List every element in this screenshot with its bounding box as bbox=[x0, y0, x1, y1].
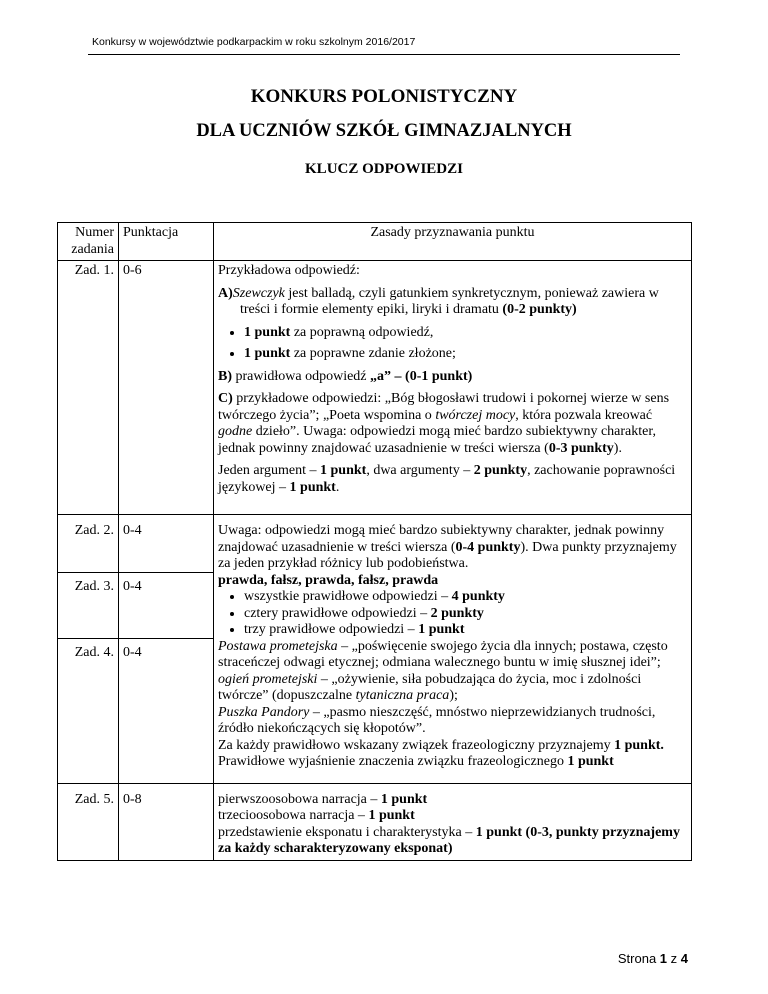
list-item: • wszystkie prawidłowe odpowiedzi – 4 punkty bbox=[244, 589, 687, 606]
table-row bbox=[58, 573, 692, 639]
page-footer: Strona 1 z 4 bbox=[617, 951, 688, 966]
table-row bbox=[58, 783, 692, 860]
task-rules bbox=[214, 639, 692, 784]
page-subtitle: DLA UCZNIÓW SZKÓŁ GIMNAZJALNYCH bbox=[196, 121, 572, 141]
z4-line: Puszka Pandory – „pasmo nieszczęść, mnóstwo nieprzewidzianych trudności, źródło niekończących się kłopotów”. bbox=[218, 704, 656, 736]
task-number: Zad. 4. bbox=[58, 639, 119, 784]
list-item: • cztery prawidłowe odpowiedzi – 2 punkty bbox=[244, 606, 687, 623]
task-number: Zad. 2. bbox=[58, 515, 119, 573]
task-rules bbox=[214, 515, 692, 573]
task-points: 0-8 bbox=[119, 783, 214, 860]
task-number: Zad. 5. bbox=[58, 783, 119, 860]
table-header-row bbox=[58, 223, 692, 261]
z4-line: Prawidłowe wyjaśnienie znaczenia związku frazeologicznego 1 punkt bbox=[218, 754, 614, 769]
task-rules bbox=[214, 261, 692, 515]
header-divider bbox=[88, 54, 680, 55]
table-row bbox=[58, 515, 692, 573]
table-row bbox=[58, 261, 692, 515]
z4-line: Postawa prometejska – „poświęcenie swojego życia dla innych; postawa, często straceńczej odwagi etycznej; odmiana walecznego buntu w imię słusznej idei”; bbox=[218, 638, 668, 670]
z4-line: ogień prometejski – „ożywienie, siła pobudzająca do życia, moc i zdolności twórcze” (dopuszczalne tytaniczna praca); bbox=[218, 671, 642, 703]
task-number: Zad. 1. bbox=[58, 261, 119, 515]
z3-answer: prawda, fałsz, prawda, fałsz, prawda bbox=[218, 572, 439, 588]
z1-intro: Przykładowa odpowiedź: bbox=[218, 263, 360, 278]
task-points: 0-4 bbox=[119, 639, 214, 784]
section-title: KLUCZ ODPOWIEDZI bbox=[305, 161, 463, 177]
list-item: • trzy prawidłowe odpowiedzi – 1 punkt bbox=[244, 622, 687, 639]
task-points: 0-4 bbox=[119, 515, 214, 573]
task-points: 0-6 bbox=[119, 261, 214, 515]
list-item: • 1 punkt za poprawne zdanie złożone; bbox=[244, 346, 687, 363]
list-item: • 1 punkt za poprawną odpowiedź, bbox=[244, 325, 687, 342]
task-rules bbox=[214, 783, 692, 860]
z1-part-c: C) przykładowe odpowiedzi: „Bóg błogosławi trudowi i pokornej wierze w sens twórczego życia”; „Poeta wspomina o twórczej mocy, która pozwala kreować godne dzieło”. Uwaga: odpowiedzi mogą mieć bardzo subiektywny charakter, jednak powinny znajdować uzasadnienie w treści wiersza (0-3 punkty). bbox=[218, 391, 670, 456]
z4-line: Za każdy prawidłowo wskazany związek frazeologiczny przyznajemy 1 punkt. bbox=[218, 737, 664, 753]
page-title: KONKURS POLONISTYCZNY bbox=[250, 86, 518, 107]
z5-line: przedstawienie eksponatu i charakterystyka – 1 punkt (0-3, punkty przyznajemy za każdy scharakteryzowany eksponat) bbox=[218, 824, 680, 856]
task-points: 0-4 bbox=[119, 573, 214, 639]
z5-line: pierwszoosobowa narracja – 1 punkt bbox=[218, 791, 428, 807]
task-rules bbox=[214, 573, 692, 639]
z3-criteria-list bbox=[218, 589, 687, 639]
header-number: Numer zadania bbox=[58, 223, 119, 261]
table-row bbox=[58, 639, 692, 784]
answer-key-table bbox=[57, 222, 692, 861]
z5-line: trzecioosobowa narracja – 1 punkt bbox=[218, 808, 415, 823]
z1-scoring: Jeden argument – 1 punkt, dwa argumenty – 2 punkty, zachowanie poprawności językowej – 1 punkt. bbox=[218, 463, 676, 495]
z2-text: Uwaga: odpowiedzi mogą mieć bardzo subiektywny charakter, jednak powinny znajdować uzasadnienie w treści wiersza (0-4 punkty). Dwa punkty przyznajemy za jeden przykład różnicy lub podobieństwa. bbox=[218, 523, 677, 571]
header-points: Punktacja bbox=[119, 223, 214, 261]
task-number: Zad. 3. bbox=[58, 573, 119, 639]
z1-part-b: B) prawidłowa odpowiedź „a” – (0-1 punkt) bbox=[218, 368, 473, 384]
z1-part-a: A)Szewczyk jest balladą, czyli gatunkiem synkretycznym, ponieważ zawiera w treści i formie elementy epiki, liryki i dramatu (0-2 punkty) bbox=[218, 285, 659, 317]
running-header: Konkursy w województwie podkarpackim w roku szkolnym 2016/2017 bbox=[92, 36, 416, 48]
z1-criteria-list bbox=[218, 325, 687, 363]
header-rules: Zasady przyznawania punktu bbox=[214, 223, 692, 261]
